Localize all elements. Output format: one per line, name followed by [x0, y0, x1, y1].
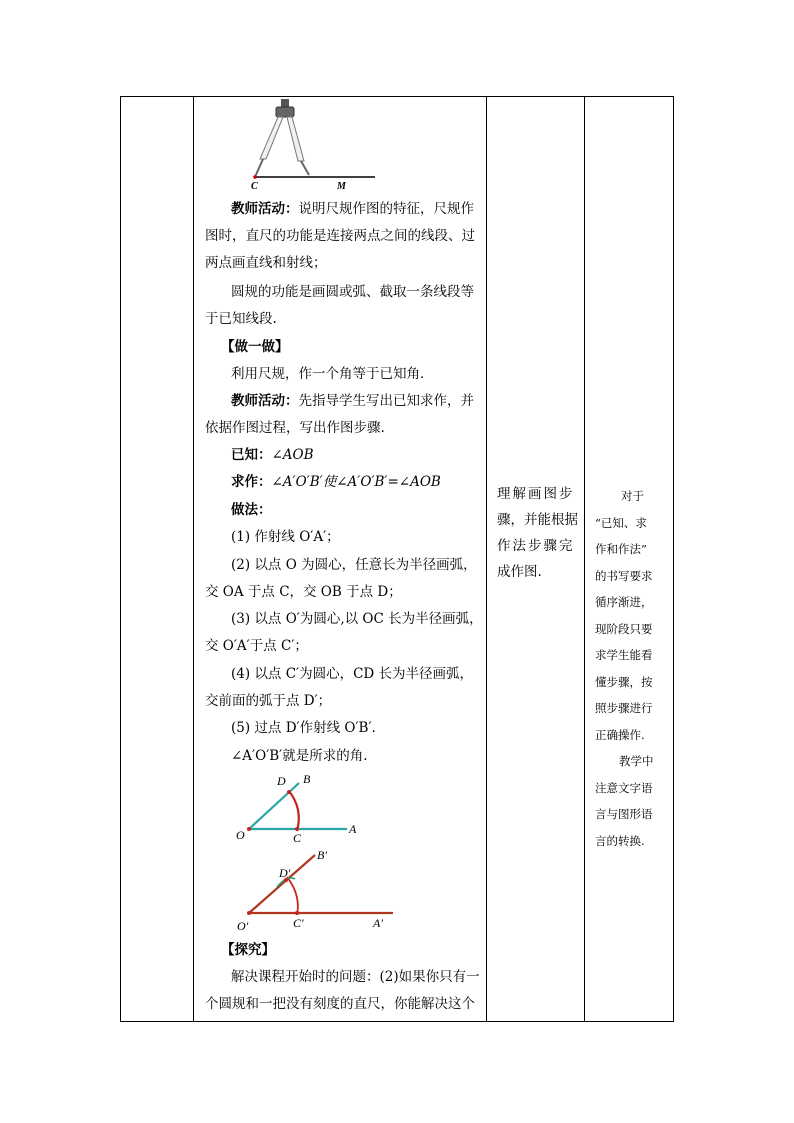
- step-line: 交 O′A′于点 C′；: [205, 638, 308, 654]
- point-b-label: B: [303, 772, 311, 786]
- angle-aob-prime-figure: [235, 845, 415, 935]
- step-line: (4) 以点 C′为圆心，CD 长为半径画弧，: [231, 666, 474, 682]
- column-divider: [193, 97, 194, 1021]
- text-line: “已知、求: [595, 515, 647, 530]
- angle-aob-figure: [233, 771, 363, 843]
- point-label-m: M: [337, 181, 346, 192]
- text-line: 骤，并能根据: [497, 512, 578, 528]
- text-line: 循序渐进，: [595, 595, 653, 609]
- paragraph-line: 图时，直尺的功能是连接两点之间的线段、过: [205, 228, 475, 244]
- method-heading: 做法：: [231, 502, 272, 518]
- text-line: 教学中: [619, 754, 654, 768]
- find-line: 求作：∠A′O′B′使∠A′O′B′=∠AOB: [231, 474, 441, 490]
- text-line: 作和作法”: [595, 542, 647, 556]
- step-line: 交前面的弧于点 D′；: [205, 693, 332, 709]
- step-line: (2) 以点 O 为圆心，任意长为半径画弧，: [231, 557, 477, 573]
- step-line: (3) 以点 O′为圆心,以 OC 长为半径画弧，: [231, 611, 483, 627]
- point-d-prime-label: D′: [279, 866, 291, 880]
- point-label-c: C: [251, 181, 258, 192]
- point-c-label: C: [293, 831, 302, 843]
- point-o-prime-label: O′: [237, 919, 249, 933]
- compass-figure: [225, 97, 385, 193]
- step-line: (5) 过点 D′作射线 O′B′.: [231, 720, 376, 736]
- paragraph-line: 两点画直线和射线；: [205, 255, 327, 271]
- point-d-label: D: [277, 774, 286, 788]
- conclusion-line: ∠A′O′B′就是所求的角.: [231, 748, 368, 764]
- text-line: 求学生能看: [595, 648, 653, 662]
- paragraph: 教师活动：先指导学生写出已知求作，并: [231, 393, 474, 409]
- paragraph-line: 于已知线段.: [205, 311, 277, 327]
- section-heading-do: 【做一做】: [221, 339, 289, 355]
- text-line: 理解画图步: [497, 486, 575, 502]
- text-line: 的书写要求: [595, 568, 653, 583]
- section-heading-explore: 【探究】: [221, 942, 275, 958]
- paragraph: 教师活动：说明尺规作图的特征，尺规作: [231, 201, 474, 217]
- student-activity-cell: [497, 481, 581, 585]
- lesson-table: [120, 96, 674, 1022]
- design-intent-cell: [595, 483, 673, 854]
- point-a-label: A: [349, 822, 357, 836]
- step-line: 交 OA 于点 C，交 OB 于点 D；: [205, 584, 402, 600]
- paragraph-line: 解决课程开始时的问题：(2)如果你只有一: [231, 969, 480, 985]
- text-line: 现阶段只要: [595, 621, 653, 636]
- column-divider: [584, 97, 585, 1021]
- paragraph-line: 圆规的功能是画圆或弧、截取一条线段等: [231, 284, 474, 300]
- text-line: 注意文字语: [595, 780, 653, 795]
- point-b-prime-label: B′: [317, 848, 327, 862]
- known-line: 已知：∠AOB: [231, 447, 314, 463]
- paragraph-line: 依据作图过程，写出作图步骤.: [205, 420, 385, 436]
- text-line: 正确操作.: [595, 727, 645, 742]
- point-a-prime-label: A′: [373, 916, 383, 930]
- text-line: 成作图.: [497, 564, 542, 580]
- point-o-label: O: [236, 828, 245, 842]
- point-c-prime-label: C′: [293, 916, 304, 930]
- text-line: 言与图形语: [595, 807, 653, 821]
- step-line: (1) 作射线 O′A′；: [231, 529, 340, 545]
- text-line: 对于: [621, 489, 644, 503]
- paragraph-line: 利用尺规，作一个角等于已知角．: [231, 366, 434, 382]
- text-line: 言的转换.: [595, 833, 645, 848]
- paragraph-line: 个圆规和一把没有刻度的直尺，你能解决这个: [205, 996, 475, 1012]
- text-line: 懂步骤，按: [595, 674, 653, 689]
- text-line: 照步骤进行: [595, 701, 653, 715]
- teaching-content-cell: [195, 97, 487, 1021]
- text-line: 作法步骤完: [497, 538, 575, 554]
